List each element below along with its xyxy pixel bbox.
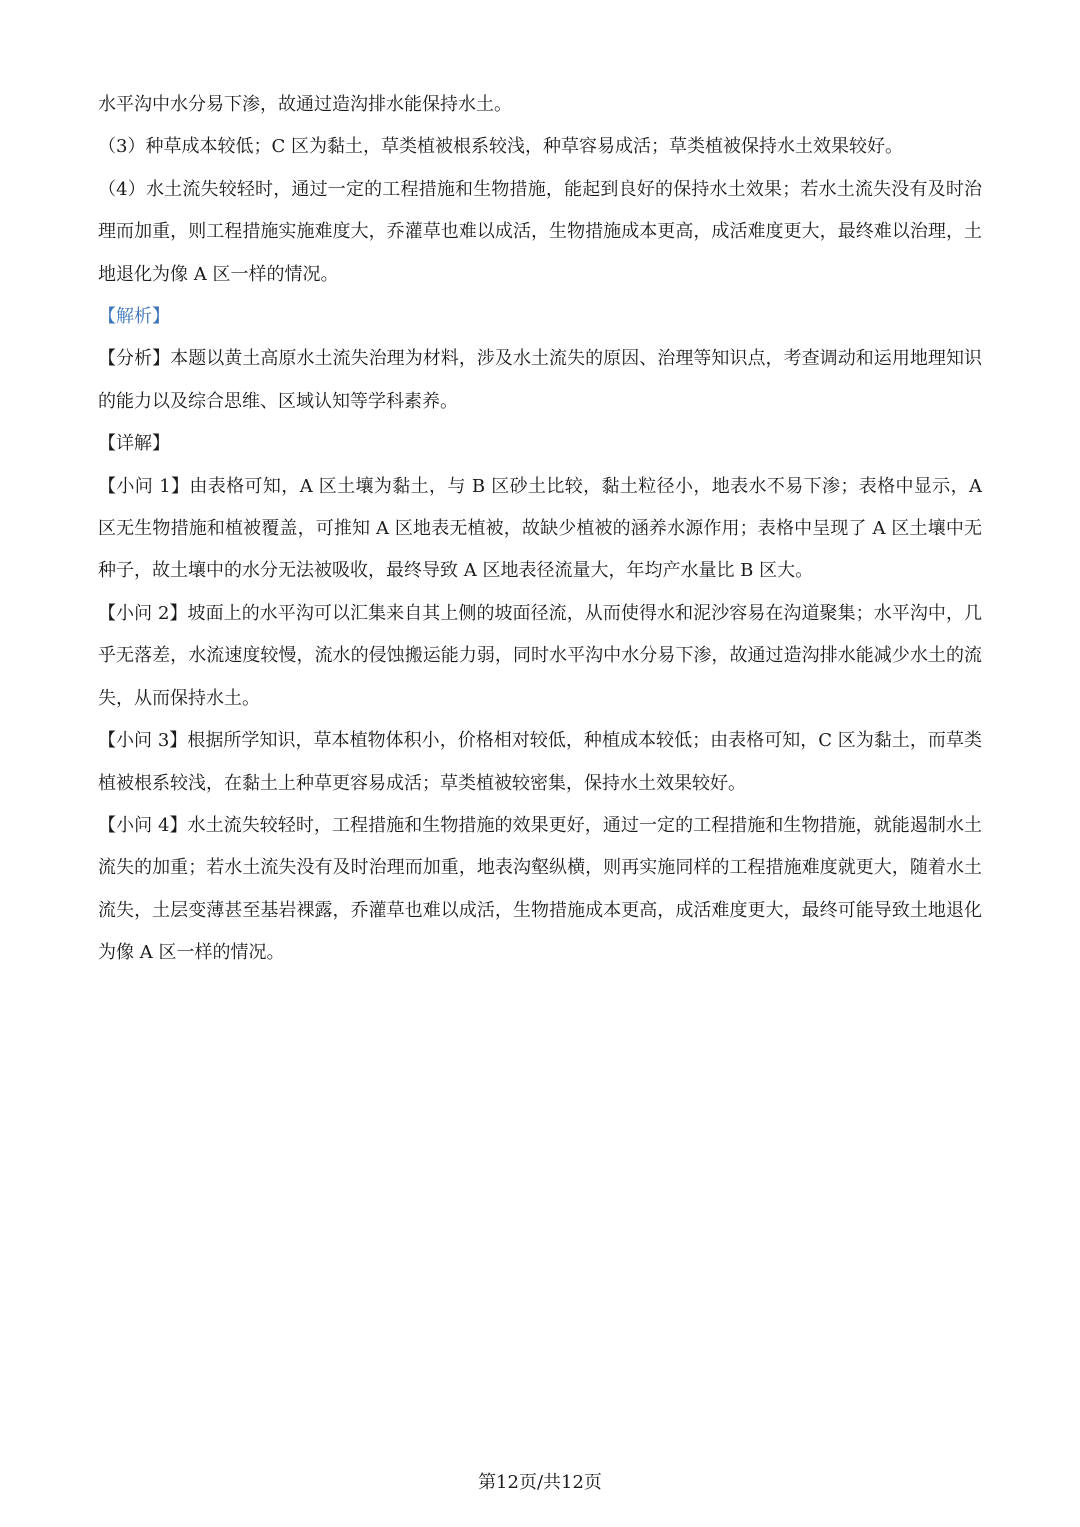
analysis-heading: 【解析】 [98,306,170,328]
document-body [98,84,988,975]
analysis-overview: 【分析】本题以黄土高原水土流失治理为材料，涉及水土流失的原因、治理等知识点，考查调动和运用地理知识的能力以及综合思维、区域认知等学科素养。 [98,348,982,412]
detail-heading: 【详解】 [98,433,170,455]
detail-question-2: 【小问 2】坡面上的水平沟可以汇集来自其上侧的坡面径流，从而使得水和泥沙容易在沟道聚集；水平沟中，几乎无落差，水流速度较慢，流水的侵蚀搬运能力弱，同时水平沟中水分易下渗，故通过造沟排水能减少水土的流失，从而保持水土。 [98,602,982,709]
detail-question-3: 【小问 3】根据所学知识，草本植物体积小，价格相对较低，种植成本较低；由表格可知，C 区为黏土，而草类植被根系较浅，在黏土上种草更容易成活；草类植被较密集，保持水土效果较好。 [98,730,982,794]
page-number-footer: 第12页/共12页 [478,1472,602,1493]
detail-question-1: 【小问 1】由表格可知，A 区土壤为黏土，与 B 区砂土比较，黏土粒径小，地表水不易下渗；表格中显示，A 区无生物措施和植被覆盖，可推知 A 区地表无植被，故缺少植被的涵养水源作用；表格中呈现了 A 区土壤中无种子，故土壤中的水分无法被吸收，最终导致 A 区地表径流量大，年均产水量比 B 区大。 [98,475,988,582]
answer-paragraph-3: （3）种草成本较低；C 区为黏土，草类植被根系较浅，种草容易成活；草类植被保持水土效果较好。 [98,136,903,158]
answer-paragraph-2-tail: 水平沟中水分易下渗，故通过造沟排水能保持水土。 [98,94,512,115]
detail-question-4: 【小问 4】水土流失较轻时，工程措施和生物措施的效果更好，通过一定的工程措施和生物措施，就能遏制水土流失的加重；若水土流失没有及时治理而加重，地表沟壑纵横，则再实施同样的工程措施难度就更大，随着水土流失，土层变薄甚至基岩裸露，乔灌草也难以成活，生物措施成本更高，成活难度更大，最终可能导致土地退化为像 A 区一样的情况。 [98,814,982,964]
answer-paragraph-4: （4）水土流失较轻时，通过一定的工程措施和生物措施，能起到良好的保持水土效果；若水土流失没有及时治理而加重，则工程措施实施难度大，乔灌草也难以成活，生物措施成本更高，成活难度更大，最终难以治理，土地退化为像 A 区一样的情况。 [98,178,982,285]
